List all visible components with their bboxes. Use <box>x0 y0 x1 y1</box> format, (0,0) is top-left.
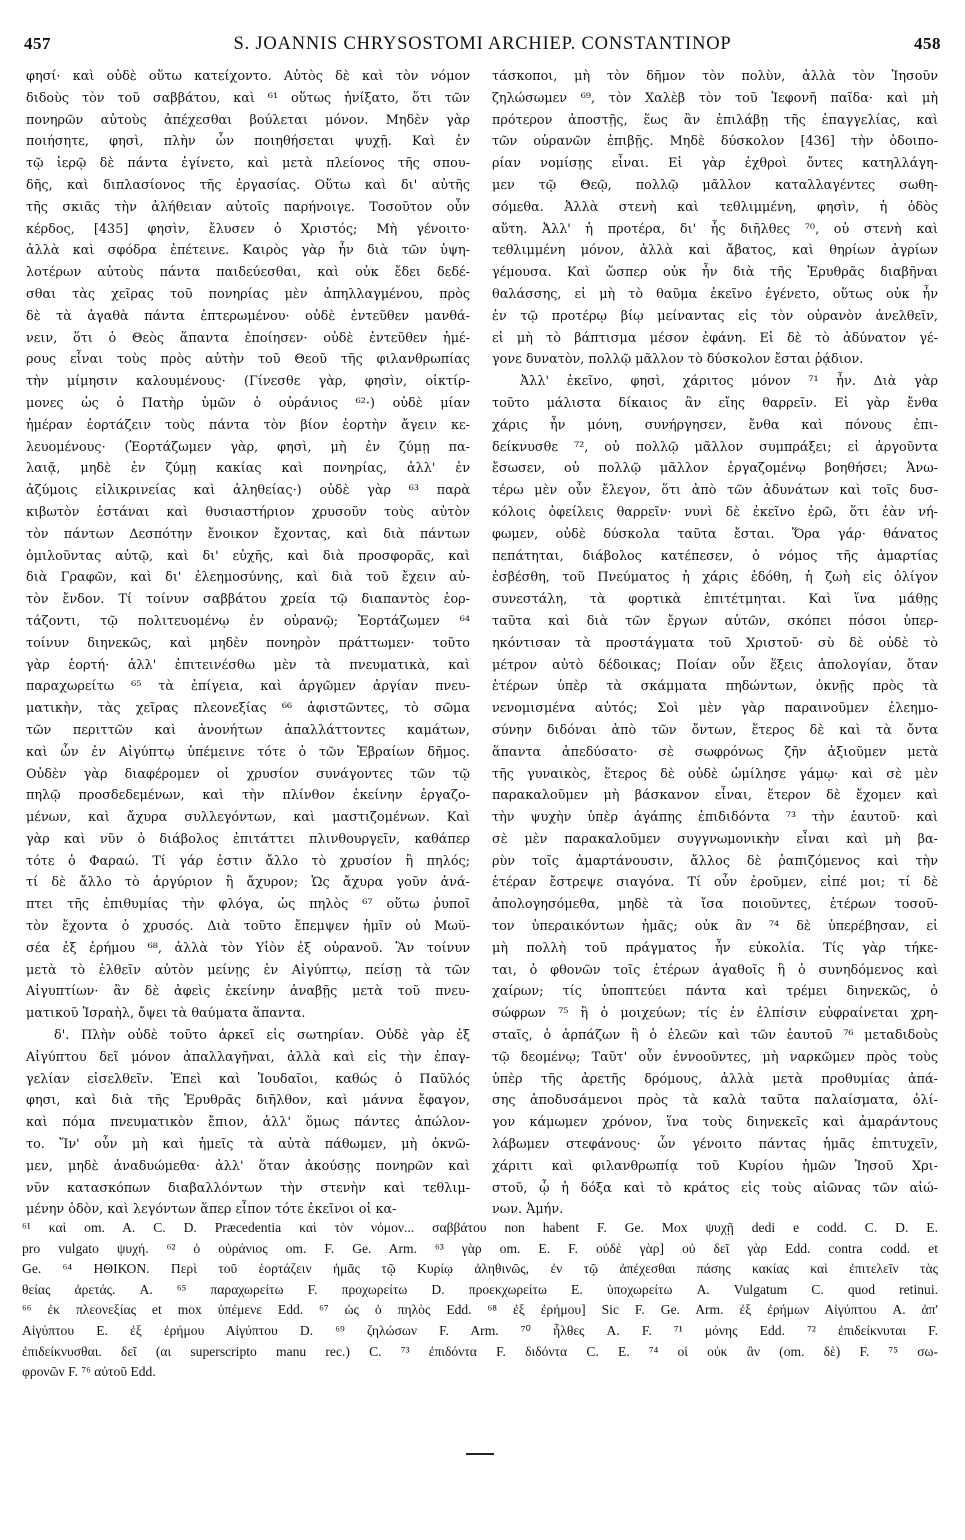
text-line: Οὐδὲν γὰρ διαφέρομεν οἱ χρυσίον συνάγοντες τῶν τῷ <box>26 766 470 782</box>
text-line: ἑτέρων ὑπὲρ τὰ σκάμματα πηδώντων, ὀκνῇς πρὸς τὰ <box>492 679 938 695</box>
text-line: νων. Ἀμήν. <box>492 1202 564 1218</box>
text-line: τὴν μίμησιν καλουμένους· (Γίνεσθε γὰρ, φησὶν, οἰκτίρ- <box>26 374 470 390</box>
text-line: ἀζύμοις εἰλικρινείας καὶ ἀληθείας·) οὐδὲ γὰρ ⁶³ παρὰ <box>26 483 470 499</box>
text-line: ἐσβέσθη, τοῦ Πνεύματος ἡ χάρις ἐδόθη, ἡ ζωὴ εἰς ὀλίγον <box>492 570 938 586</box>
text-line: κιβωτὸν ἑστάναι καὶ θυσιαστήριον χρυσοῦν τοὺς αὐτὸν <box>26 504 470 520</box>
left-text-column <box>26 66 470 1221</box>
text-line: τί δὲ ἄλλο τὸ ἀργύριον ἢ ἄχυρον; Ὡς ἄχυρα γοῦν ἀνά- <box>26 875 470 891</box>
page-number-right: 458 <box>914 34 941 53</box>
text-line: μέτρον αὐτὸ δέδοικας; Ποίαν οὖν ἕξεις ἀπολογίαν, ὅταν <box>492 657 938 673</box>
text-line: εἰ μὴ τὸ βάπτισμα μέσον ἐφάνη. Εἰ δὲ τὸ ἀδύνατον γέ- <box>492 330 938 346</box>
text-line: τὸν ἔνδον. Τί τοίνυν σαββάτου χρεία τῷ διαπαντὸς ἑορ- <box>26 592 470 608</box>
text-line: χαίρων; τίς ὑποπτεύει πάντα καὶ τρέμει διηνεκῶς, ὁ <box>492 984 938 1000</box>
text-line: συνεστάλη, τὰ φορτικὰ ἐπιτέτμηται. Καὶ ἵνα μάθῃς <box>492 592 938 608</box>
text-line: ἡμέραν ἑορτάζειν τοὺς πάντα τὸν βίον ἑορτὴν ἄγειν κε- <box>26 417 470 433</box>
text-line: ἔσωσεν, οὐ πολλῷ μᾶλλον ἐργαζομένῳ βοηθήσει; Ἀνω- <box>492 461 938 477</box>
text-line: γὰρ καὶ νῦν ὁ διάβολος ἐπιτάττει πλινθουργεῖν, καθάπερ <box>26 831 470 847</box>
text-line: παραχωρείτω ⁶⁵ τὰ ἐπίγεια, καὶ ἀργῶμεν ἀργίαν πνευ- <box>26 679 470 695</box>
text-line: τεθλιμμένη μόνον, ἀλλὰ καὶ ἄβατος, καὶ θηρίων ἀγρίων <box>492 243 938 259</box>
text-line: τῶν περιττῶν καὶ ἀνονήτων ἀπαλλάττοντες καμάτων, <box>26 722 470 738</box>
text-line: τῆς γυναικὸς, ἕτερος δὲ οὐδὲ ὡμίλησε γάμῳ· καὶ σὲ μὲν <box>492 766 938 782</box>
text-line: αὕτη. Ἀλλ' ἡ προτέρα, δι' ἧς διῆλθες ⁷⁰, οὐ στενὴ καὶ <box>492 221 938 237</box>
text-line: καὶ ὧν ἐν Αἰγύπτῳ ὑπέμεινε τότε ὁ τῶν Ἑβραίων δῆμος. <box>26 744 470 760</box>
text-line: σώφρων ⁷⁵ ἢ ὁ μοιχεύων; τίς ἐν ἐλπίσιν εὐφραίνεται χρη- <box>492 1006 938 1022</box>
text-line: πεπάτηται, διάβολος κατέπεσεν, ὁ νόμος τῆς ἁμαρτίας <box>492 548 938 564</box>
footnote-line: φρονῶν F. ⁷⁶ αὐτοῦ Edd. <box>22 1364 156 1380</box>
text-line: παρακαλοῦμεν μὴ βάσκανον εἶναι, ἕτερον δὲ ἔχομεν καὶ <box>492 788 938 804</box>
text-line: μεν, μηδὲ ἀναδυώμεθα· ἀλλ' ὅταν ἀκούσῃς πονηρῶν καὶ <box>26 1158 470 1174</box>
text-line: γονε δυνατὸν, πολλῷ μᾶλλον τὸ δύσκολον ἔσται ῥᾴδιον. <box>492 352 864 368</box>
text-line: χάρις ἦν μόνη, συνήργησεν, ἔνθα καὶ πόνους ἐπι- <box>492 417 938 433</box>
text-line: πρότερον ἀποστῇς, ἕως ἂν ἐπιλάβῃ τῆς ἐπαγγελίας, καὶ <box>492 112 938 128</box>
text-line: σόμεθα. Ἀλλὰ στενὴ καὶ τεθλιμμένη, φησὶν, ἡ ὁδὸς <box>492 199 938 215</box>
text-line: τον ὑπεραικόντων ἡμᾶς; οὐκ ἂν ⁷⁴ δὲ ὑπερέβησαν, εἰ <box>492 919 938 935</box>
text-line: σθαι τὰς χεῖρας τοῦ πονηρίας μὲν ἀπηλλαγμένου, πρὸς <box>26 286 470 302</box>
text-line: ὁμιλοῦντας αὐτῷ, καὶ δι' εὐχῆς, καὶ διὰ προσφορᾶς, καὶ <box>26 548 470 564</box>
text-line: ἅπαντα ἀπεδύσατο· σὲ σωφρόνως ζῆν ἀξιοῦμεν μετὰ <box>492 744 938 760</box>
text-line: γον κάμωμεν χρόνον, ἵνα τοὺς διηνεκεῖς καὶ ἀμαράντους <box>492 1115 938 1131</box>
text-line: ποιήσητε, φησὶ, πλὴν ὧν ποιηθήσεται ψυχῇ. Καὶ ἐν <box>26 134 470 150</box>
text-line: ται, ὁ φθονῶν τοῖς ἑτέρων ἀγαθοῖς ἢ ὁ συνηδόμενος καὶ <box>492 962 938 978</box>
text-line: σὲ μὲν παρακαλοῦμεν συγγνωμονικὴν εἶναι καὶ μὴ βα- <box>492 831 938 847</box>
text-line: τῶν οὐρανῶν ἐπιβῇς. Μηδὲ δύσκολον [436] τὴν ὁδοιπο- <box>492 134 938 150</box>
text-line: λάβωμεν στεφάνους· ὧν γένοιτο πάντας ἡμᾶς ἐπιτυχεῖν, <box>492 1137 938 1153</box>
text-line: τότε ὁ Φαραώ. Τί γάρ ἐστιν ἄλλο τὸ χρυσίον ἢ πηλός; <box>26 853 470 869</box>
text-line: φησί· καὶ οὐδὲ οὕτω κατείχοντο. Αὐτὸς δὲ καὶ τὸν νόμον <box>26 69 470 84</box>
footnote-line: Ge. ⁶⁴ ΗΘΙΚΟΝ. Περὶ τοῦ ἑορτάζειν ἡμᾶς τῷ Κυρίῳ ἀληθινῶς, ἐν τῷ ἀπέχεσθαι πάσης κακίας καὶ ἐπιτελεῖν τὰς <box>22 1261 938 1277</box>
text-line: σης ἀποδυσάμενοι πρὸς τὰ καλὰ ταῦτα παλαίσματα, ὀλί- <box>492 1093 938 1109</box>
text-line: κόλοις ὀφείλεις θαρρεῖν· νυνὶ δὲ ἐκεῖνο ἐρῶ, ὅτι ἐὰν νή- <box>492 504 938 520</box>
text-line: τὴν ψυχὴν ὑπὲρ ἀγάπης ἐπιδιδόντα ⁷³ τὴν ἑαυτοῦ· καὶ <box>492 810 938 826</box>
text-line: νῦν κατασκόπων διαβαλλόντων τὴν στενὴν καὶ τεθλιμ- <box>26 1180 470 1196</box>
text-line: ταῦτα καὶ διὰ τῶν ἔργων αὐτῶν, σκόπει πόσοι ὑπερ- <box>492 613 938 629</box>
text-line: δ'. Πλὴν οὐδὲ τοῦτο ἀρκεῖ εἰς σωτηρίαν. Οὐδὲ γὰρ ἐξ <box>54 1028 470 1044</box>
text-line: τοῦτο μάλιστα δίκαιος ἂν εἴης θαρρεῖν. Εἰ γὰρ ἔνθα <box>492 395 938 411</box>
text-line: διὰ Γραφῶν, καὶ δι' ἐλεημοσύνης, καὶ διὰ τοῦ ἔχειν αὐ- <box>26 570 470 586</box>
text-line: στοῦ, ᾧ ἡ δόξα καὶ τὸ κράτος εἰς τοὺς αἰῶνας τῶν αἰώ- <box>492 1180 938 1196</box>
text-line: τάζοντι, τῷ πολιτευομένῳ ἐν οὐρανῷ; Ἑορτάζωμεν ⁶⁴ <box>26 613 470 629</box>
text-line: καὶ πόμα πνευματικὸν ἔπιον, ἀλλ' ὅμως πάντες ἀπώλον- <box>26 1115 470 1131</box>
text-line: τῷ δεομένῳ; Ταῦτ' οὖν ἐννοοῦντες, μὴ ναρκῶμεν πρὸς τοὺς <box>492 1049 938 1065</box>
page-title: S. JOANNIS CHRYSOSTOMI ARCHIEP. CONSTANTINOP <box>233 34 732 54</box>
text-line: τὸν πάντων Δεσπότην ἔνοικον ἔχοντας, καὶ διὰ πάντων <box>26 526 470 542</box>
text-line: διδοὺς τὸν τοῦ σαββάτου, καὶ ⁶¹ οὕτως ἠνίξατο, ὅτι τῶν <box>26 90 470 106</box>
text-line: Αἰγυπτίων· ἂν δὲ ἀφεὶς ἐκείνην ἀναβῇς μετὰ τοῦ πνευ- <box>26 984 470 1000</box>
text-line: τάσκοποι, μὴ τὸν δῆμον τὸν πολὺν, ἀλλὰ τὸν Ἰησοῦν <box>492 69 938 84</box>
footnote-line: ⁶⁶ ἐκ πλεονεξίας et mox ὑπέμενε Edd. ⁶⁷ ὡς ὁ πηλὸς Edd. ⁶⁸ ἐξ ἐρήμου] Sic F. Ge. Arm. ἐξ ἐρήμων Αἰγύπτου A. ἀπ' <box>22 1302 938 1318</box>
text-line: σύνην διδόναι ἀπὸ τῶν ὄντων, ἕτερος δὲ καὶ τὰ ὄντα <box>492 722 938 738</box>
text-line: ηκόντισαν τὰ προστάγματα τοῦ Χριστοῦ· σὺ δὲ οὐδὲ τὸ <box>492 635 938 651</box>
page-number-left: 457 <box>24 34 51 53</box>
text-line: πονηρῶν αὐτοὺς ἀπέχεσθαι βούλεται μόνον. Μηδὲν γὰρ <box>26 112 470 128</box>
text-line: ζηλώσωμεν ⁶⁹, τὸν Χαλὲβ τὸν τοῦ Ἰεφονῆ παῖδα· καὶ μὴ <box>492 90 938 106</box>
text-line: ἐν τῷ προτέρῳ βίῳ μείναντας εἰς τὸν οὐρανὸν ἀνελθεῖν, <box>492 308 938 324</box>
text-line: πτει τῆς ἐπιθυμίας τὴν φλόγα, ὡς πηλὸς ⁶⁷ οὕτω ῥυποῖ <box>26 897 470 913</box>
text-line: μὴ πολλὴ τοῦ πράγματος ἦν εὐκολία. Τίς γὰρ τήκε- <box>492 940 938 956</box>
text-line: δὲ τὰ ἀγαθὰ πάντα ἐπτερωμένου· οὐδὲ ἐντεῦθεν μανθά- <box>26 308 470 324</box>
text-line: ἑτέραν ἔστρεψε σιαγόνα. Τί οὖν ἐροῦμεν, εἰπέ μοι; τί δὲ <box>492 875 938 891</box>
text-line: ἀλλὰ καὶ σφόδρα ἐπέτεινε. Καιρὸς γὰρ ἦν διὰ τῶν ὑψη- <box>26 243 470 259</box>
text-line: γελίαν εἰσελθεῖν. Ἐπεὶ καὶ Ἰουδαῖοι, καθώς ὁ Παῦλός <box>26 1071 470 1087</box>
text-line: ἀπολογησόμεθα, μηδὲ τὰ ἴσα ποιοῦντες, ἑτέρων τοσοῦ- <box>492 897 938 913</box>
footnotes <box>22 1218 938 1383</box>
text-line: ματικοῦ Ἰσραὴλ, ὄψει τὰ θαύματα ἅπαντα. <box>26 1006 306 1022</box>
text-line: φησι, καὶ διὰ τῆς Ἐρυθρᾶς διῆλθον, καὶ μάννα ἔφαγον, <box>26 1093 470 1109</box>
text-line: μένων, καὶ ἄχυρα συλλεγόντων, καὶ μαστιζομένων. Καὶ <box>26 810 470 826</box>
text-line: Αἰγύπτου δεῖ μόνον ἀπαλλαγῆναι, ἀλλὰ καὶ εἰς τὴν ἐπαγ- <box>26 1049 470 1065</box>
footnote-line: ⁶¹ καὶ om. A. C. D. Præcedentia καὶ τὸν νόμον... σαββάτου non habent F. Ge. Mox ψυχῇ dedi e codd. C. D. E. <box>22 1220 938 1235</box>
text-line: πηλῷ προσδεδεμένων, καὶ τὴν πλίνθον ἐκείνην ἐργαζο- <box>26 788 470 804</box>
footnote-line: pro vulgato ψυχή. ⁶² ὁ οὐράνιος om. F. Ge. Arm. ⁶³ γὰρ om. E. F. οὐδὲ γὰρ] οὐ δεῖ γὰρ Edd. contra codd. et <box>22 1240 938 1256</box>
text-line: το. Ἵν' οὖν μὴ καὶ ἡμεῖς τὰ αὐτὰ πάθωμεν, μὴ ὀκνῶ- <box>26 1137 470 1153</box>
text-line: δῆς, καὶ διπλασίονος τῆς ἐργασίας. Οὕτω καὶ δι' αὐτῆς <box>26 177 470 193</box>
text-line: γέμουσα. Καὶ ὥσπερ οὐκ ἦν διὰ τῆς Ἐρυθρᾶς διαβῆναι <box>492 265 938 281</box>
text-line: ρίαν νομίσῃς εἶναι. Εἰ γὰρ ἐχθροὶ ὄντες κατηλλάγη- <box>492 156 938 172</box>
text-line: χάριτι καὶ φιλανθρωπίᾳ τοῦ Κυρίου ἡμῶν Ἰησοῦ Χρι- <box>492 1158 938 1174</box>
text-line: λοτέρων αὐτοὺς πάντα παιδεύεσθαι, καὶ οὐκ ἔδει δεδέ- <box>26 265 470 281</box>
text-line: μεν τῷ Θεῷ, πολλῷ μᾶλλον καταλλαγέντες σωθη- <box>492 177 938 193</box>
text-line: τὸν ἔχοντα ὁ χρυσός. Διὰ τοῦτο ἔπεμψεν ἡμῖν οὐ Μωϋ- <box>26 919 470 935</box>
text-line: νενομισμένα αὐτός; Σοὶ μὲν γὰρ παραινοῦμεν ἐλεημο- <box>492 701 938 717</box>
footnote-line: ἐπιδείκνυσθαι. δεῖ (αι superscripto manu rec.) C. ⁷³ ἐπιδόντα F. διδόντα C. E. ⁷⁴ οἱ οὐκ ἂν (om. δὲ) F. ⁷⁵ σω- <box>22 1343 938 1359</box>
text-line: σέα ἐξ ἐρήμου ⁶⁸, ἀλλὰ τὸν Υἱὸν ἐξ οὐρανοῦ. Ἂν τοίνυν <box>26 940 470 956</box>
text-line: τῷ ἱερῷ δὲ πάντα ἐγίνετο, καὶ μετὰ πλείονος τῆς σπου- <box>26 156 470 172</box>
text-line: ρὺν τοῖς ἁμαρτάνουσιν, ἄλλος δὲ ῥαπιζόμενος καὶ τὴν <box>492 853 938 869</box>
running-head <box>24 34 941 60</box>
text-line: τέρω μὲν οὖν ἔλεγον, ὅτι ἀπὸ τῶν ἀδυνάτων καὶ τοῖς δυσ- <box>492 483 938 499</box>
text-line: κέρδος, [435] φησὶν, ἔλυσεν ὁ Χριστός; Μὴ γένοιτο· <box>26 221 470 237</box>
text-line: ὑπὲρ τῆς ἀρετῆς δρόμους, ἀλλὰ μετὰ προθυμίας ἀπά- <box>492 1071 938 1087</box>
text-line: νειν, ὅτι ὁ Θεὸς ἅπαντα ἐποίησεν· οὐδὲ ἐντεῦθεν ἡμέ- <box>26 330 470 346</box>
text-line: μονες ὡς ὁ Πατὴρ ὑμῶν ὁ οὐράνιος ⁶²·) οὐδὲ μίαν <box>26 395 470 411</box>
text-line: δείκνυσθε ⁷², οὐ πολλῷ μᾶλλον συμπράξει; εἰ ἀργοῦντα <box>492 439 938 455</box>
text-line: θαλάσσης, εἰ μὴ τὸ θαῦμα ἐκεῖνο ἐγένετο, οὕτως οὐκ ἦν <box>492 286 938 302</box>
text-line: ρους εἶναι τοὺς πρὸς αὐτὴν τοῦ Θεοῦ τῆς φιλανθρωπίας <box>26 352 470 368</box>
end-rule <box>466 1453 494 1455</box>
right-text-column <box>492 66 938 1221</box>
text-line: μετὰ τὸ ἐλθεῖν αὐτὸν μείνῃς ἐν Αἰγύπτῳ, πείσῃ τὰ τῶν <box>26 962 470 978</box>
footnote-line: θείας ἀρετάς. A. ⁶⁵ παραχωρείτω F. προχωρείτω D. προεκχωρείτω E. ὑποχωρείτω A. Vulgatum C. quod retinui. <box>22 1281 938 1297</box>
text-line: τοίνυν διηνεκῶς, καὶ μηδὲν πονηρὸν πράττωμεν· τοῦτο <box>26 635 470 651</box>
text-line: λαιᾷ, μηδὲ ἐν ζύμῃ κακίας καὶ πονηρίας, ἀλλ' ἐν <box>26 461 470 477</box>
footnote-line: Αἰγύπτου E. ἐξ ἐρήμου Αἰγύπτου D. ⁶⁹ ζηλώσων F. Arm. ⁷⁰ ἦλθες A. F. ⁷¹ μόνης Edd. ⁷² ἐπιδείκνυται F. <box>22 1322 938 1338</box>
text-line: τῆς σκιᾶς τὴν ἀλήθειαν αὐτοῖς παρήνοιγε. Τοσοῦτον οὖν <box>26 199 470 215</box>
text-line: σταῖς, ὁ ἁρπάζων ἢ ὁ ἐλεῶν καὶ τῶν ἑαυτοῦ ⁷⁶ μεταδιδοὺς <box>492 1028 938 1044</box>
text-line: Ἀλλ' ἐκεῖνο, φησὶ, χάριτος μόνον ⁷¹ ἦν. Διὰ γὰρ <box>520 374 938 390</box>
text-line: γὰρ ἑορτή· ἀλλ' ἐπιτεινέσθω μὲν τὰ πνευματικὰ, καὶ <box>26 657 470 673</box>
text-line: φωμεν, οὐδὲ δύσκολα ταῦτα ἔσται. Ὅρα γάρ· θάνατος <box>492 526 938 542</box>
text-line: μένην ὁδὸν, καὶ λεγόντων ἅπερ εἶπον τότε ἐκεῖνοι οἱ κα- <box>26 1202 397 1218</box>
text-line: ματικὴν, τὰς χεῖρας πλεονεξίας ⁶⁶ ἀφιστῶντες, τὸ σῶμα <box>26 701 470 717</box>
text-line: λευομένους· (Ἑορτάζωμεν γὰρ, φησὶ, μὴ ἐν ζύμῃ πα- <box>26 439 470 455</box>
